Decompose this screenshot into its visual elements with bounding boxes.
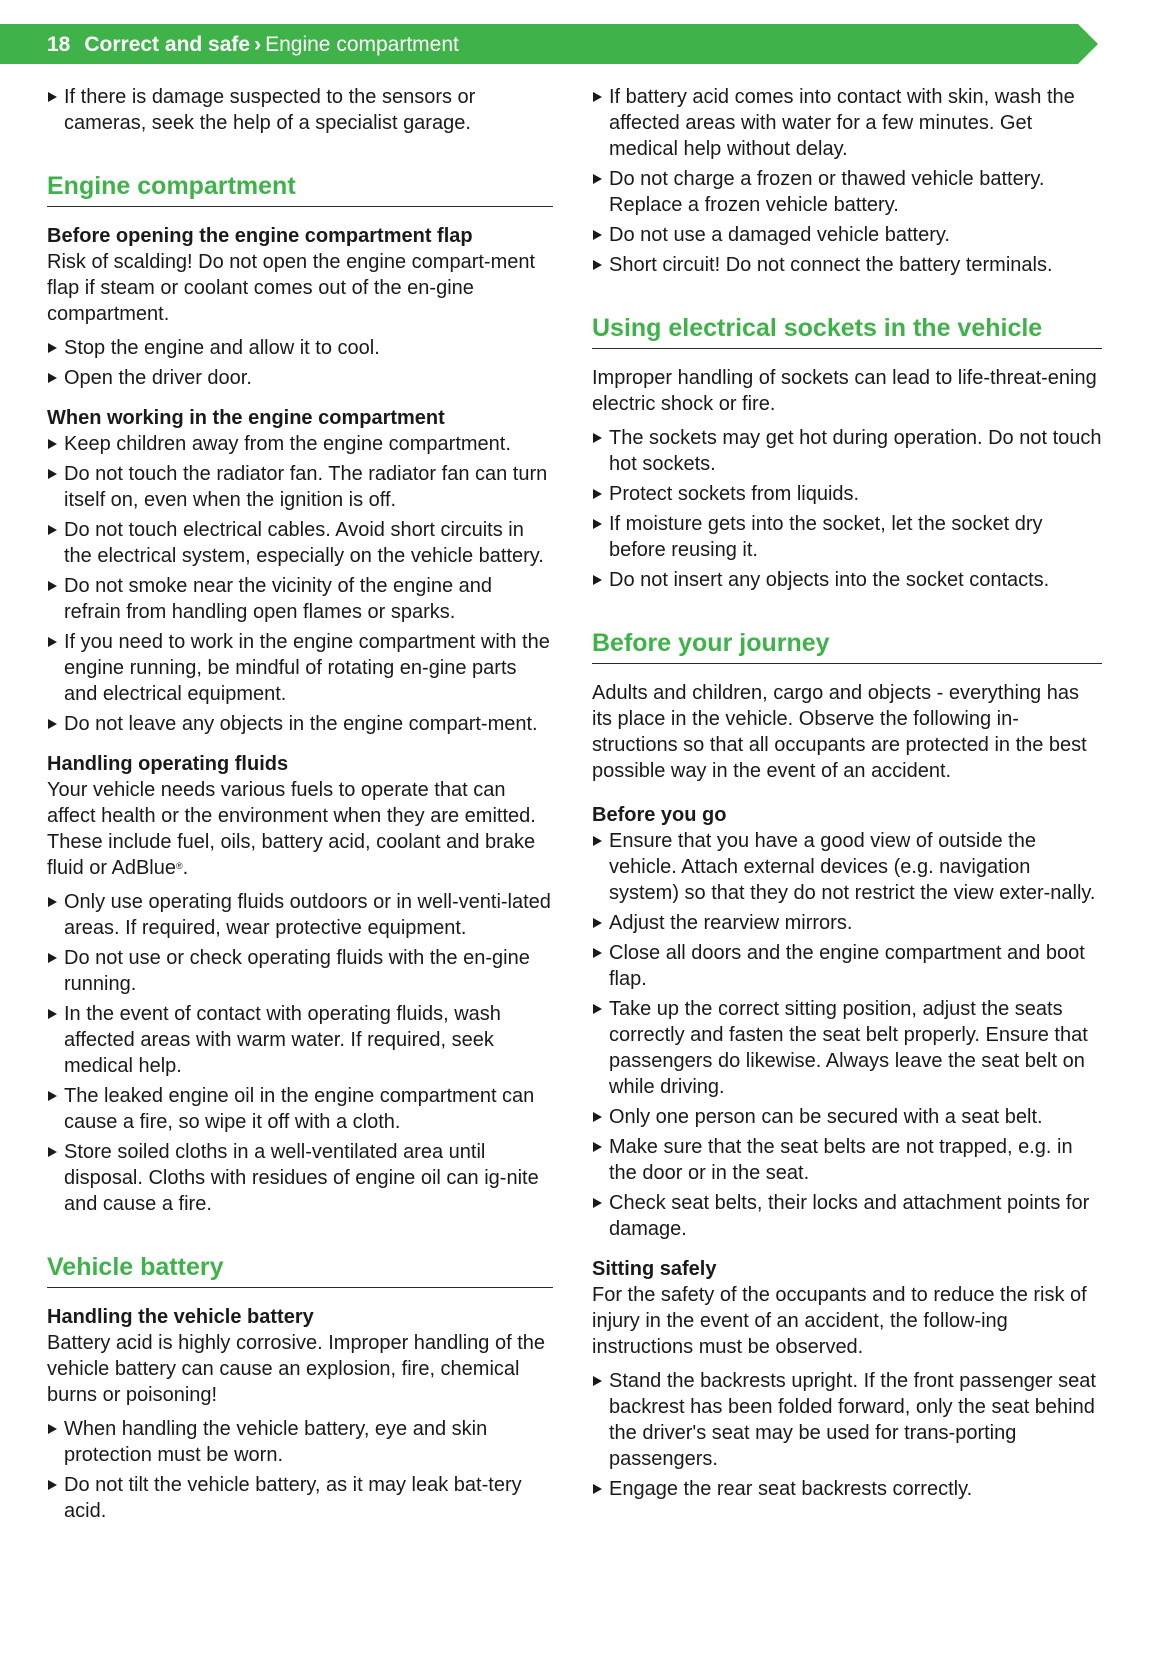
page-header [47, 33, 459, 57]
list-item: Do not insert any objects into the socket contacts. [592, 567, 1102, 593]
fluids-heading: Handling operating fluids [47, 753, 289, 775]
list-item: Do not touch electrical cables. Avoid short circuits in the electrical system, especially on the vehicle battery. [47, 517, 553, 569]
list-item: If battery acid comes into contact with skin, wash the affected areas with water for a few minutes. Get medical help without delay. [592, 84, 1102, 162]
list-item: If there is damage suspected to the sensors or cameras, seek the help of a specialist garage. [47, 84, 553, 136]
section-title: Correct and safe [84, 33, 251, 56]
fluids-bullet-list [47, 889, 553, 1217]
sockets-bullet-list [592, 425, 1102, 593]
handling-battery-text: Battery acid is highly corrosive. Improper handling of the vehicle battery can cause an explosion, fire, chemical burns or poisoning! [47, 1332, 546, 1406]
list-item: Do not use a damaged vehicle battery. [592, 222, 1102, 248]
list-item: Do not tilt the vehicle battery, as it may leak bat-tery acid. [47, 1472, 553, 1524]
list-item: If you need to work in the engine compartment with the engine running, be mindful of rotating en-gine parts and electrical equipment. [47, 629, 553, 707]
list-item: When handling the vehicle battery, eye and skin protection must be worn. [47, 1416, 553, 1468]
battery-bullet-list [47, 1416, 553, 1524]
sitting-safely-heading: Sitting safely [592, 1258, 717, 1280]
battery-continued-bullet-list [592, 84, 1102, 278]
sitting-safely-text: For the safety of the occupants and to reduce the risk of injury in the event of an accident, the follow-ing instructions must be observed. [592, 1284, 1087, 1358]
list-item: Do not leave any objects in the engine compart-ment. [47, 711, 553, 737]
left-column [47, 84, 553, 1528]
electrical-sockets-heading: Using electrical sockets in the vehicle [592, 312, 1102, 349]
engine-compartment-heading: Engine compartment [47, 170, 553, 207]
fluids-text-end: . [182, 857, 189, 879]
list-item: Make sure that the seat belts are not trapped, e.g. in the door or in the seat. [592, 1134, 1102, 1186]
working-bullet-list [47, 431, 553, 737]
before-opening-heading: Before opening the engine compartment flap [47, 225, 473, 247]
list-item: Only use operating fluids outdoors or in well-venti-lated areas. If required, wear protective equipment. [47, 889, 553, 941]
list-item: Ensure that you have a good view of outside the vehicle. Attach external devices (e.g. navigation system) so that they do not restrict the view exter-nally. [592, 828, 1102, 906]
list-item: Short circuit! Do not connect the battery terminals. [592, 252, 1102, 278]
list-item: Only one person can be secured with a seat belt. [592, 1104, 1102, 1130]
handling-battery-heading: Handling the vehicle battery [47, 1306, 314, 1328]
list-item: Do not touch the radiator fan. The radiator fan can turn itself on, even when the ignition is off. [47, 461, 553, 513]
breadcrumb-separator: › [254, 33, 262, 56]
list-item: Do not smoke near the vicinity of the engine and refrain from handling open flames or sparks. [47, 573, 553, 625]
before-journey-heading: Before your journey [592, 627, 1102, 664]
before-opening-bullet-list [47, 335, 553, 391]
list-item: Adjust the rearview mirrors. [592, 910, 1102, 936]
list-item: The sockets may get hot during operation. Do not touch hot sockets. [592, 425, 1102, 477]
list-item: Do not charge a frozen or thawed vehicle battery. Replace a frozen vehicle battery. [592, 166, 1102, 218]
list-item: Do not use or check operating fluids with the en-gine running. [47, 945, 553, 997]
list-item: Engage the rear seat backrests correctly. [592, 1476, 1102, 1502]
sitting-safely-bullet-list [592, 1368, 1102, 1502]
page-number: 18 [47, 33, 71, 56]
before-you-go-bullet-list [592, 828, 1102, 1242]
intro-bullet-list [47, 84, 553, 136]
list-item: Store soiled cloths in a well-ventilated area until disposal. Cloths with residues of engine oil can ig-nite and cause a fire. [47, 1139, 553, 1217]
vehicle-battery-heading: Vehicle battery [47, 1251, 553, 1288]
fluids-text-body: Your vehicle needs various fuels to operate that can affect health or the environment when they are emitted. These include fuel, oils, battery acid, coolant and brake fluid or AdBlue [47, 779, 536, 879]
list-item: If moisture gets into the socket, let the socket dry before reusing it. [592, 511, 1102, 563]
subsection-title: Engine compartment [265, 33, 459, 56]
list-item: Stop the engine and allow it to cool. [47, 335, 553, 361]
list-item: Open the driver door. [47, 365, 553, 391]
before-opening-text: Risk of scalding! Do not open the engine compart-ment flap if steam or coolant comes out of the en-gine compartment. [47, 251, 536, 325]
list-item: Keep children away from the engine compartment. [47, 431, 553, 457]
list-item: Check seat belts, their locks and attachment points for damage. [592, 1190, 1102, 1242]
list-item: Close all doors and the engine compartment and boot flap. [592, 940, 1102, 992]
list-item: The leaked engine oil in the engine compartment can cause a fire, so wipe it off with a cloth. [47, 1083, 553, 1135]
fluids-text [47, 777, 553, 881]
journey-text: Adults and children, cargo and objects - everything has its place in the vehicle. Observe the following in-structions so that all occupants are protected in the best possible way in the event of an accident. [592, 682, 1087, 782]
before-you-go-heading: Before you go [592, 804, 727, 826]
list-item: Take up the correct sitting position, adjust the seats correctly and fasten the seat belt properly. Ensure that passengers do likewise. Always leave the seat belt on while driving. [592, 996, 1102, 1100]
list-item: In the event of contact with operating fluids, wash affected areas with warm water. If required, seek medical help. [47, 1001, 553, 1079]
working-heading: When working in the engine compartment [47, 407, 445, 429]
registered-mark: ® [175, 861, 183, 871]
sockets-text: Improper handling of sockets can lead to life-threat-ening electric shock or fire. [592, 367, 1097, 415]
list-item: Stand the backrests upright. If the front passenger seat backrest has been folded forward, only the seat behind the driver's seat may be used for trans-porting passengers. [592, 1368, 1102, 1472]
right-column [592, 84, 1102, 1506]
list-item: Protect sockets from liquids. [592, 481, 1102, 507]
